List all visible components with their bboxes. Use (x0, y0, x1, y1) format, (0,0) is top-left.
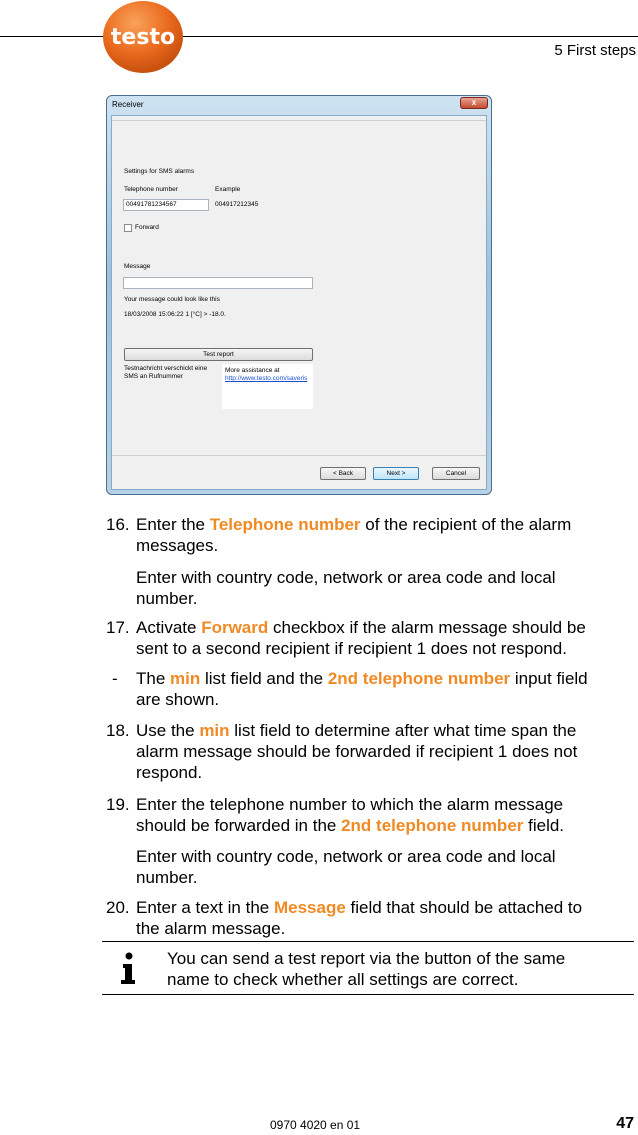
step-16-number: 16. (106, 515, 130, 534)
highlight-2nd-telephone-number: 2nd telephone number (327, 669, 511, 688)
step-19-extra1: Enter with country code, network or area code and local (136, 847, 556, 866)
chapter-title: 5 First steps (554, 42, 636, 59)
assistance-label: More assistance at (225, 367, 280, 374)
back-button[interactable]: < Back (320, 467, 366, 480)
test-report-button[interactable]: Test report (124, 348, 313, 361)
note-top-rule (102, 941, 634, 942)
step-19-number: 19. (106, 795, 130, 814)
highlight-message: Message (273, 898, 346, 917)
document-code: 0970 4020 en 01 (270, 1118, 361, 1132)
cancel-button[interactable]: Cancel (432, 467, 480, 480)
example-label: Example (215, 186, 241, 193)
step-18-line1: Use the min list field to determine after what time span the (136, 721, 577, 740)
status-text: Testnachricht verschickt eine SMS an Rufnummer (124, 365, 208, 380)
close-button[interactable]: x (460, 97, 488, 109)
top-divider (112, 120, 486, 121)
result-bullet: - (112, 669, 118, 688)
bottom-divider (112, 455, 486, 456)
header-rule (0, 36, 638, 37)
step-17-number: 17. (106, 618, 130, 637)
receiver-dialog-screenshot (106, 95, 492, 495)
sms-settings-heading: Settings for SMS alarms (124, 168, 195, 175)
dialog-client-area (111, 115, 487, 490)
info-icon (118, 952, 138, 986)
forward-label: Forward (135, 224, 159, 231)
next-button[interactable]: Next > (373, 467, 419, 480)
step-18-number: 18. (106, 721, 130, 740)
step-18-line2: alarm message should be forwarded if recipient 1 does not (136, 742, 578, 761)
step-19-extra2: number. (136, 868, 198, 887)
step-18-line3: respond. (136, 763, 203, 782)
assistance-box (222, 364, 313, 409)
step-19-line1: Enter the telephone number to which the alarm message (136, 795, 564, 814)
telephone-label: Telephone number (124, 186, 178, 193)
step-16-extra2: number. (136, 589, 198, 608)
highlight-min-2: min (199, 721, 230, 740)
highlight-2nd-telephone-number-2: 2nd telephone number (341, 816, 524, 835)
message-label: Message (124, 263, 151, 270)
result-line2: are shown. (136, 690, 220, 709)
step-17-line1: Activate Forward checkbox if the alarm message should be (136, 618, 586, 637)
step-16-line2: messages. (136, 536, 219, 555)
telephone-input[interactable]: 00491781234567 (123, 199, 209, 211)
step-20-number: 20. (106, 898, 130, 917)
highlight-forward: Forward (201, 618, 269, 637)
step-17-line2: sent to a second recipient if recipient 1 does not respond. (136, 639, 567, 658)
logo-text: testo (110, 25, 176, 50)
message-input[interactable] (123, 277, 313, 289)
highlight-min: min (170, 669, 201, 688)
step-16-extra1: Enter with country code, network or area code and local (136, 568, 556, 587)
step-16-line1: Enter the Telephone number of the recipient of the alarm (136, 515, 572, 534)
testo-logo (101, 0, 185, 74)
forward-checkbox[interactable] (124, 224, 132, 232)
result-line1: The min list field and the 2nd telephone number input field (136, 669, 588, 688)
assistance-link[interactable]: http://www.testo.com/saveris (225, 375, 308, 382)
note-line1: You can send a test report via the button of the same (167, 949, 566, 968)
preview-label: Your message could look like this (124, 296, 220, 303)
step-19-line2: should be forwarded in the 2nd telephone number field. (136, 816, 565, 835)
step-20-line1: Enter a text in the Message field that should be attached to (136, 898, 583, 917)
step-20-line2: the alarm message. (136, 919, 286, 938)
note-line2: name to check whether all settings are correct. (167, 970, 519, 989)
preview-text: 18/03/2008 15:06:22 1 [°C] > -18.0. (124, 311, 226, 318)
example-value: 004917212345 (215, 201, 259, 208)
page-number: 47 (616, 1115, 634, 1132)
highlight-telephone-number: Telephone number (209, 515, 361, 534)
note-bottom-rule (102, 994, 634, 995)
dialog-title: Receiver (112, 100, 144, 109)
